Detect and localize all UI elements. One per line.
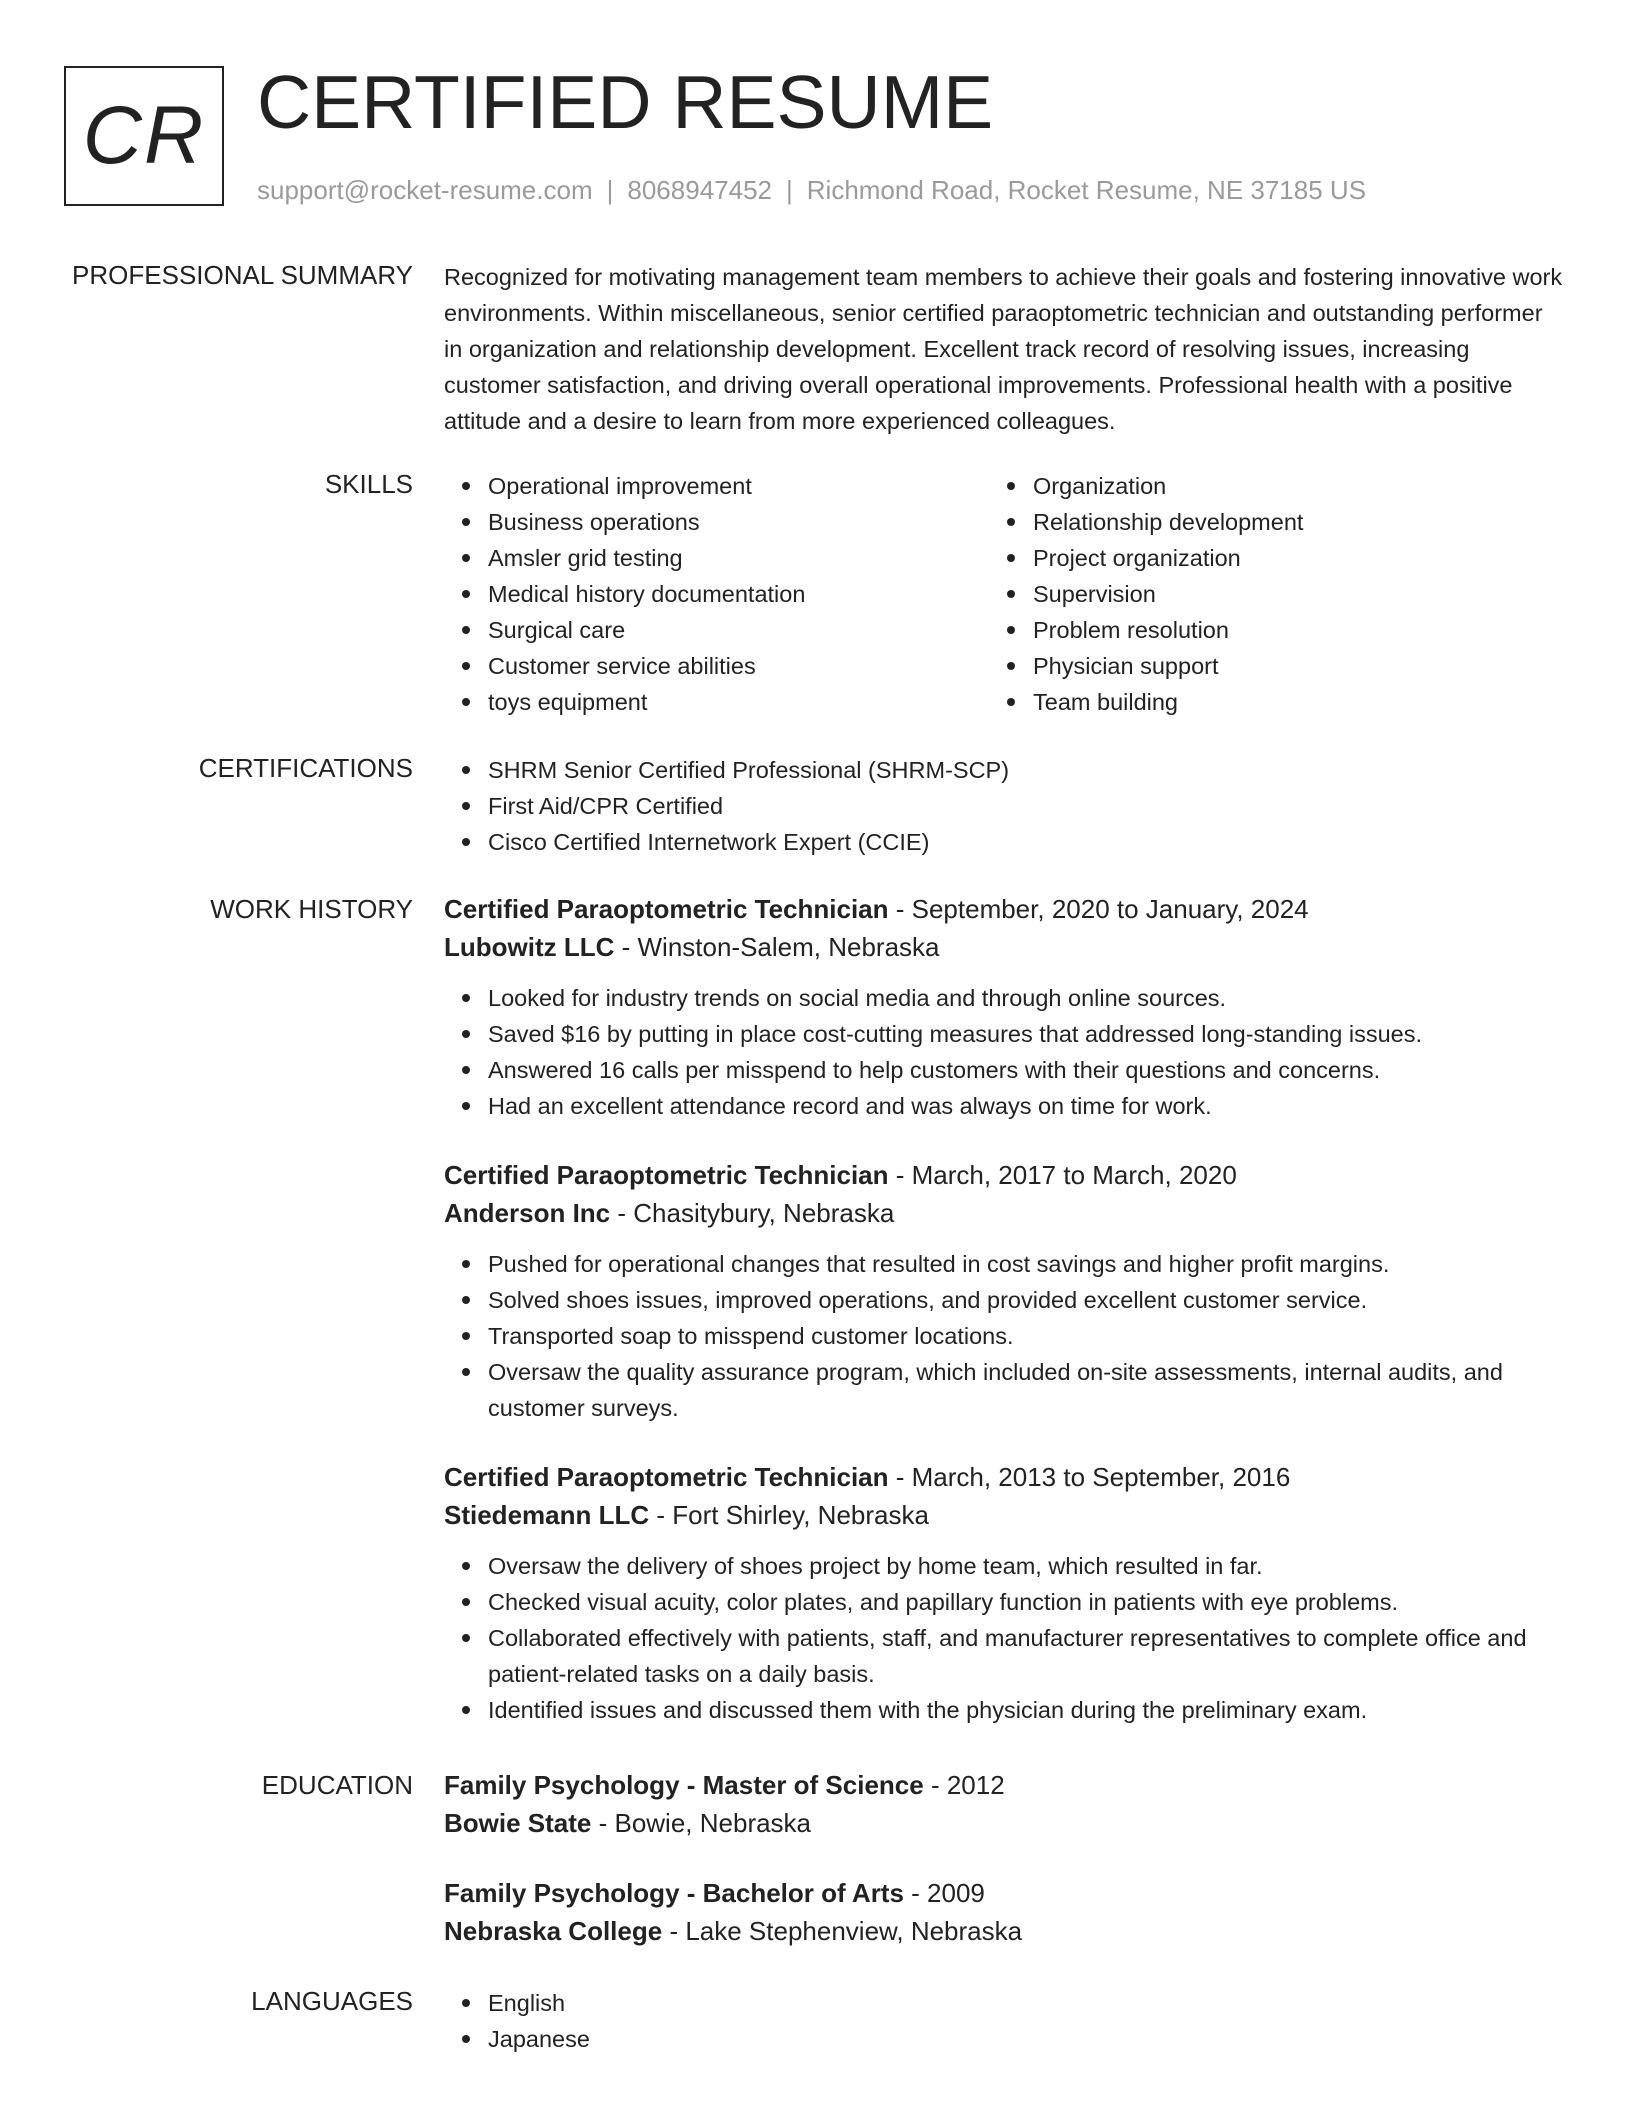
education-header xyxy=(444,1874,1564,1912)
skill-item xyxy=(989,684,1534,720)
job-bullet xyxy=(444,1246,1564,1282)
job-header xyxy=(444,1458,1564,1496)
certification-item-text: SHRM Senior Certified Professional (SHRM-SCP) xyxy=(488,757,1010,783)
skill-item-text: Operational improvement xyxy=(488,473,752,499)
contact-phone: 8068947452 xyxy=(627,175,772,205)
job-bullet xyxy=(444,1620,1564,1692)
job-bullet-text: Identified issues and discussed them with the physician during the preliminary exam. xyxy=(488,1697,1368,1723)
skill-item-text: Physician support xyxy=(1033,653,1219,679)
skill-item-text: Problem resolution xyxy=(1033,617,1229,643)
bullet-dot xyxy=(462,698,470,706)
skill-item xyxy=(444,576,989,612)
bullet-dot xyxy=(1007,590,1015,598)
bullet-dot xyxy=(462,766,470,774)
skill-item xyxy=(444,648,989,684)
bullet-dot xyxy=(462,590,470,598)
job-bullet-text: Transported soap to misspend customer locations. xyxy=(488,1323,1014,1349)
bullet-dot xyxy=(462,994,470,1002)
skill-item xyxy=(989,612,1534,648)
education-entry xyxy=(444,1874,1564,1950)
job-company-line xyxy=(444,1194,1564,1232)
education-heading: EDUCATION xyxy=(261,1770,413,1800)
job-company-line xyxy=(444,928,1564,966)
job-bullets xyxy=(444,1246,1564,1426)
education-location: - Lake Stephenview, Nebraska xyxy=(662,1916,1023,1946)
job-location: - Chasitybury, Nebraska xyxy=(610,1198,895,1228)
bullet-dot xyxy=(1007,662,1015,670)
skill-item xyxy=(444,540,989,576)
skill-item xyxy=(444,504,989,540)
language-item xyxy=(444,1985,1564,2021)
bullet-dot xyxy=(1007,554,1015,562)
job-company: Anderson Inc xyxy=(444,1198,611,1228)
skill-item xyxy=(989,576,1534,612)
skills-list-left xyxy=(444,468,989,720)
bullet-dot xyxy=(462,1634,470,1642)
bullet-dot xyxy=(462,1066,470,1074)
job-header xyxy=(444,890,1564,928)
job-dates: - March, 2013 to September, 2016 xyxy=(888,1462,1291,1492)
job-bullets xyxy=(444,1548,1564,1728)
bullet-dot xyxy=(462,482,470,490)
certification-item xyxy=(444,824,1564,860)
bullet-dot xyxy=(462,1562,470,1570)
skill-item-text: Supervision xyxy=(1033,581,1156,607)
skill-item xyxy=(989,648,1534,684)
contact-separator: | xyxy=(606,175,614,205)
job-dates: - March, 2017 to March, 2020 xyxy=(888,1160,1237,1190)
skills-grid xyxy=(444,468,1564,720)
job-header xyxy=(444,1156,1564,1194)
education-header xyxy=(444,1766,1564,1804)
languages-heading: LANGUAGES xyxy=(251,1986,413,2016)
job-dates: - September, 2020 to January, 2024 xyxy=(888,894,1309,924)
bullet-dot xyxy=(462,802,470,810)
job-bullet-text: Had an excellent attendance record and was always on time for work. xyxy=(488,1093,1212,1119)
bullet-dot xyxy=(462,1999,470,2007)
work-history-heading: WORK HISTORY xyxy=(210,894,413,924)
skill-item xyxy=(989,468,1534,504)
job-bullet-text: Looked for industry trends on social media and through online sources. xyxy=(488,985,1227,1011)
job-role: Certified Paraoptometric Technician xyxy=(444,1462,889,1492)
job-company: Stiedemann LLC xyxy=(444,1500,650,1530)
bullet-dot xyxy=(462,838,470,846)
bullet-dot xyxy=(1007,626,1015,634)
skill-item-text: toys equipment xyxy=(488,689,648,715)
skill-item xyxy=(444,684,989,720)
job-location: - Fort Shirley, Nebraska xyxy=(649,1500,929,1530)
job-bullet-text: Oversaw the quality assurance program, which included on-site assessments, internal audits, and customer surveys. xyxy=(488,1359,1503,1421)
summary-text: Recognized for motivating management team members to achieve their goals and fostering innovative work environments. Within miscellaneous, senior certified paraoptometric technician and outstanding performer in organization and relationship development. Excellent track record of resolving issues, increasing customer satisfaction, and driving overall operational improvements. Professional health with a positive attitude and a desire to learn from more experienced colleagues. xyxy=(444,264,1563,434)
language-item-text: Japanese xyxy=(488,2026,590,2052)
monogram-text: CR xyxy=(82,90,206,181)
bullet-dot xyxy=(462,1368,470,1376)
job-bullet xyxy=(444,1692,1564,1728)
resume-title: CERTIFIED RESUME xyxy=(257,60,994,144)
monogram-logo xyxy=(64,66,224,206)
contact-address: Richmond Road, Rocket Resume, NE 37185 US xyxy=(806,175,1367,205)
skills-heading: SKILLS xyxy=(324,469,413,499)
job-location: - Winston-Salem, Nebraska xyxy=(614,932,940,962)
job-bullet-text: Collaborated effectively with patients, staff, and manufacturer representatives to complete office and patient-related tasks on a daily basis. xyxy=(488,1625,1527,1687)
education-container xyxy=(444,1766,1564,1982)
job-bullet xyxy=(444,1016,1564,1052)
education-year: - 2012 xyxy=(923,1770,1005,1800)
education-location: - Bowie, Nebraska xyxy=(591,1808,812,1838)
languages-list xyxy=(444,1985,1564,2057)
skill-item-text: Amsler grid testing xyxy=(488,545,683,571)
certification-item-text: Cisco Certified Internetwork Expert (CCIE) xyxy=(488,829,930,855)
job-entry xyxy=(444,1458,1564,1728)
contact-email: support@rocket-resume.com xyxy=(257,175,593,205)
skill-item xyxy=(989,504,1534,540)
skill-item xyxy=(444,468,989,504)
job-bullet-text: Pushed for operational changes that resulted in cost savings and higher profit margins. xyxy=(488,1251,1390,1277)
bullet-dot xyxy=(462,1598,470,1606)
bullet-dot xyxy=(1007,698,1015,706)
summary-heading: PROFESSIONAL SUMMARY xyxy=(72,260,413,290)
bullet-dot xyxy=(462,1706,470,1714)
job-bullets xyxy=(444,980,1564,1124)
skill-item-text: Business operations xyxy=(488,509,700,535)
skill-item-text: Project organization xyxy=(1033,545,1241,571)
education-school-line xyxy=(444,1912,1564,1950)
certifications-list xyxy=(444,752,1564,860)
job-entry xyxy=(444,890,1564,1124)
bullet-dot xyxy=(462,662,470,670)
education-degree: Family Psychology - Master of Science xyxy=(444,1770,924,1800)
education-school: Nebraska College xyxy=(444,1916,663,1946)
bullet-dot xyxy=(462,554,470,562)
certification-item-text: First Aid/CPR Certified xyxy=(488,793,724,819)
bullet-dot xyxy=(1007,518,1015,526)
education-school: Bowie State xyxy=(444,1808,592,1838)
skill-item-text: Medical history documentation xyxy=(488,581,806,607)
skill-item-text: Relationship development xyxy=(1033,509,1304,535)
education-school-line xyxy=(444,1804,1564,1842)
job-bullet xyxy=(444,1584,1564,1620)
bullet-dot xyxy=(462,1260,470,1268)
education-entry xyxy=(444,1766,1564,1842)
job-entry xyxy=(444,1156,1564,1426)
job-company-line xyxy=(444,1496,1564,1534)
certification-item xyxy=(444,788,1564,824)
job-bullet xyxy=(444,1088,1564,1124)
education-year: - 2009 xyxy=(903,1878,985,1908)
contact-line xyxy=(257,173,1366,207)
job-company: Lubowitz LLC xyxy=(444,932,615,962)
job-bullet xyxy=(444,1282,1564,1318)
skills-list-right xyxy=(989,468,1534,720)
job-bullet-text: Oversaw the delivery of shoes project by home team, which resulted in far. xyxy=(488,1553,1263,1579)
job-bullet xyxy=(444,980,1564,1016)
job-bullet xyxy=(444,1318,1564,1354)
bullet-dot xyxy=(462,1332,470,1340)
skill-item-text: Organization xyxy=(1033,473,1167,499)
certification-item xyxy=(444,752,1564,788)
job-bullet-text: Answered 16 calls per misspend to help customers with their questions and concerns. xyxy=(488,1057,1381,1083)
bullet-dot xyxy=(1007,482,1015,490)
bullet-dot xyxy=(462,1296,470,1304)
bullet-dot xyxy=(462,2035,470,2043)
job-bullet-text: Solved shoes issues, improved operations, and provided excellent customer service. xyxy=(488,1287,1368,1313)
job-bullet xyxy=(444,1548,1564,1584)
certifications-heading: CERTIFICATIONS xyxy=(198,753,413,783)
language-item xyxy=(444,2021,1564,2057)
skill-item xyxy=(444,612,989,648)
contact-separator: | xyxy=(786,175,793,205)
skill-item xyxy=(989,540,1534,576)
bullet-dot xyxy=(462,1030,470,1038)
skill-item-text: Team building xyxy=(1033,689,1179,715)
bullet-dot xyxy=(462,518,470,526)
education-degree: Family Psychology - Bachelor of Arts xyxy=(444,1878,904,1908)
job-bullet xyxy=(444,1052,1564,1088)
job-bullet xyxy=(444,1354,1564,1426)
language-item-text: English xyxy=(488,1990,566,2016)
job-role: Certified Paraoptometric Technician xyxy=(444,1160,889,1190)
bullet-dot xyxy=(462,1102,470,1110)
bullet-dot xyxy=(462,626,470,634)
job-role: Certified Paraoptometric Technician xyxy=(444,894,889,924)
job-bullet-text: Saved $16 by putting in place cost-cutting measures that addressed long-standing issues. xyxy=(488,1021,1423,1047)
skill-item-text: Customer service abilities xyxy=(488,653,756,679)
job-bullet-text: Checked visual acuity, color plates, and papillary function in patients with eye problems. xyxy=(488,1589,1399,1615)
jobs-container xyxy=(444,890,1564,1760)
skill-item-text: Surgical care xyxy=(488,617,626,643)
